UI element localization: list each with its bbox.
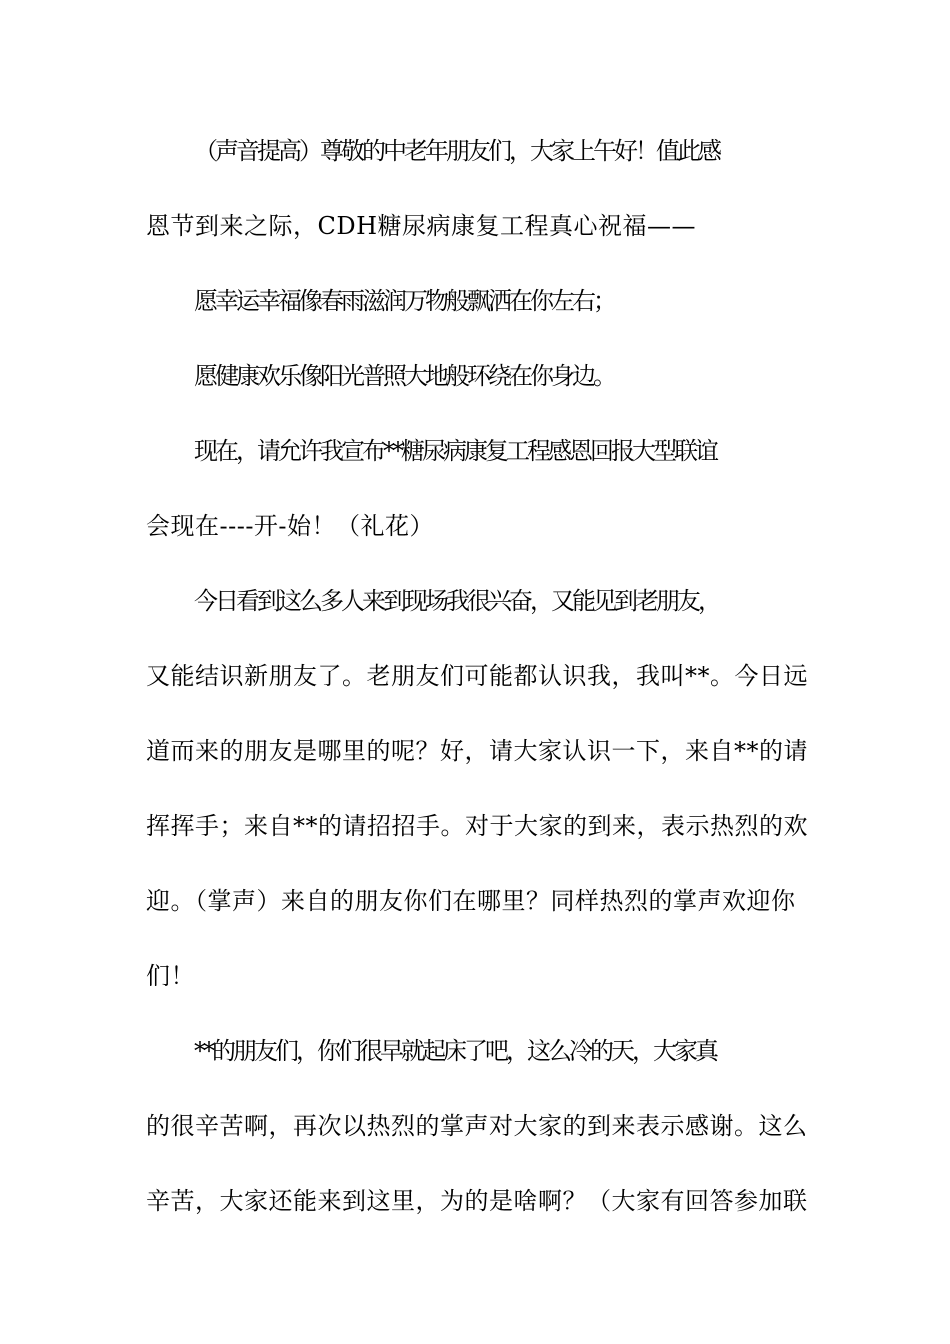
paragraph-line: 辛苦，大家还能来到这里，为的是啥啊？（大家有回答参加联: [146, 1187, 808, 1215]
paragraph-line: 会现在----开-始！（礼花）: [146, 512, 435, 540]
paragraph-line: 的很辛苦啊，再次以热烈的掌声对大家的到来表示感谢。这么: [146, 1112, 808, 1140]
paragraph-line: 迎。（掌声）来自的朋友你们在哪里？同样热烈的掌声欢迎你: [146, 887, 796, 915]
paragraph-line: （声音提高）尊敬的中老年朋友们，大家上午好！值此感: [194, 137, 719, 165]
paragraph-line: 愿健康欢乐像阳光普照大地般环绕在你身边。: [194, 362, 614, 390]
paragraph-line: 道而来的朋友是哪里的呢？好，请大家认识一下，来自**的请: [146, 737, 808, 765]
paragraph-line: 恩节到来之际，CDH糖尿病康复工程真心祝福——: [146, 212, 697, 240]
paragraph-line: **的朋友们，你们很早就起床了吧，这么冷的天，大家真: [194, 1037, 716, 1065]
paragraph-line: 挥挥手；来自**的请招招手。对于大家的到来，表示热烈的欢: [146, 812, 808, 840]
paragraph-line: 又能结识新朋友了。老朋友们可能都认识我，我叫**。今日远: [146, 662, 808, 690]
paragraph-line: 今日看到这么多人来到现场我很兴奋，又能见到老朋友，: [194, 587, 719, 615]
paragraph-line: 愿幸运幸福像春雨滋润万物般飘洒在你左右；: [194, 287, 614, 315]
paragraph-line: 现在，请允许我宣布**糖尿病康复工程感恩回报大型联谊: [194, 437, 716, 465]
paragraph-line: 们！: [146, 962, 195, 990]
